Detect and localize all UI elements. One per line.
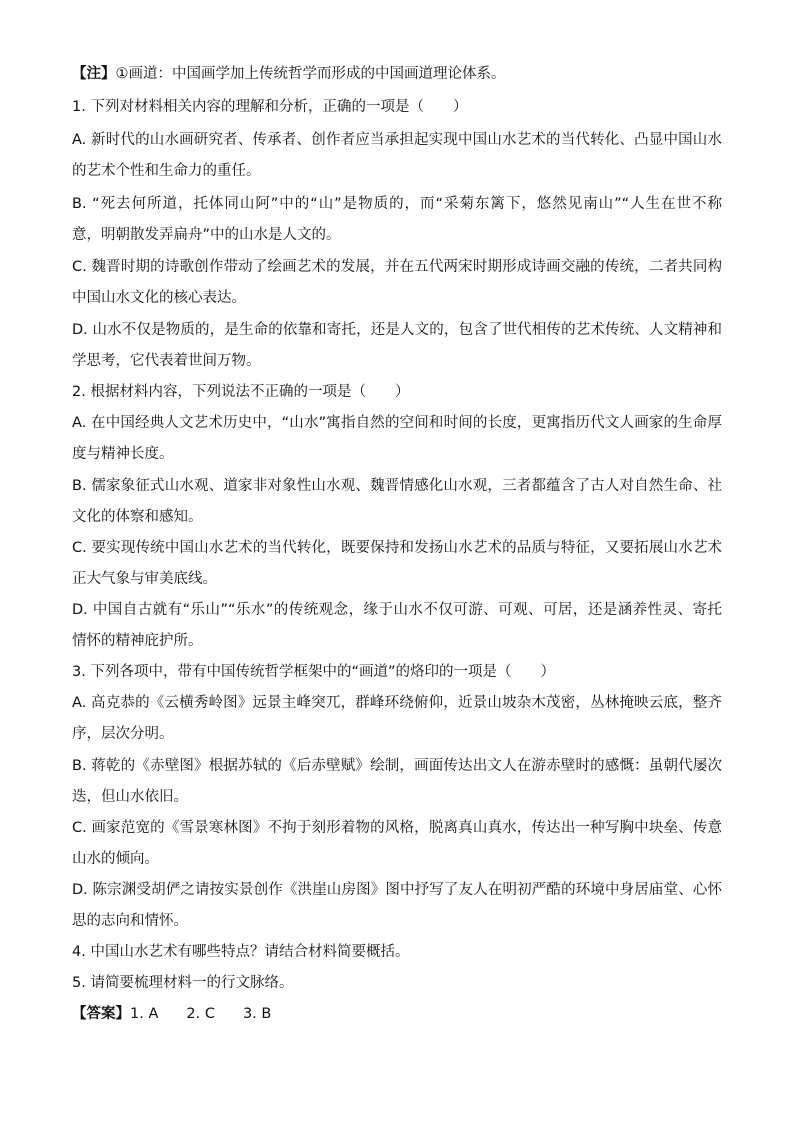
note-tag: 【注】 bbox=[72, 66, 116, 82]
q1-option-a-line1: A. 新时代的山水画研究者、传承者、创作者应当承担起实现中国山水艺术的当代转化、凸显中国山水 bbox=[72, 132, 722, 148]
q3-option-b-line2: 迭，但山水依旧。 bbox=[72, 789, 188, 805]
answer-line bbox=[72, 1004, 299, 1024]
q1-option-d-line1: D. 山水不仅是物质的，是生命的依靠和寄托，还是人文的，包含了世代相传的艺术传统、人文精神和 bbox=[72, 322, 722, 338]
q2-option-d-line1: D. 中国自古就有“乐山”“乐水”的传统观念，缘于山水不仅可游、可观、可居，还是涵养性灵、寄托 bbox=[72, 602, 722, 618]
q1-option-a-line2: 的艺术个性和生命力的重任。 bbox=[72, 163, 261, 179]
q2-option-a-line2: 度与精神长度。 bbox=[72, 446, 174, 462]
note-line bbox=[72, 64, 506, 84]
q1-option-c-line1: C. 魏晋时期的诗歌创作带动了绘画艺术的发展，并在五代两宋时期形成诗画交融的传统，二者共同构 bbox=[72, 259, 722, 275]
q2-option-b-line2: 文化的体察和感知。 bbox=[72, 509, 203, 525]
q1-option-c-line2: 中国山水文化的核心表达。 bbox=[72, 290, 246, 306]
q3-option-a-line2: 序，层次分明。 bbox=[72, 726, 174, 742]
q2-option-b-line1: B. 儒家象征式山水观、道家非对象性山水观、魏晋情感化山水观，三者都蕴含了古人对自然生命、社 bbox=[72, 478, 722, 494]
q3-option-c-line1: C. 画家范宽的《雪景寒林图》不拘于刻形着物的风格，脱离真山真水，传达出一种写胸中块垒、传意 bbox=[72, 820, 722, 836]
q3-option-d-line2: 思的志向和情怀。 bbox=[72, 913, 188, 929]
q3-option-a-line1: A. 高克恭的《云横秀岭图》远景主峰突兀，群峰环绕俯仰，近景山坡杂木茂密，丛林掩映云底，整齐 bbox=[72, 695, 722, 711]
q2-stem: 2. 根据材料内容，下列说法不正确的一项是（ ） bbox=[72, 384, 410, 400]
q1-option-b-line2: 意，明朝散发弄扁舟”中的山水是人文的。 bbox=[72, 227, 341, 243]
q3-option-c-line2: 山水的倾向。 bbox=[72, 851, 159, 867]
q1-stem: 1. 下列对材料相关内容的理解和分析，正确的一项是（ ） bbox=[72, 99, 468, 115]
q5-stem: 5. 请简要梳理材料一的行文脉络。 bbox=[72, 975, 294, 991]
q2-option-d-line2: 情怀的精神庇护所。 bbox=[72, 633, 203, 649]
q3-stem: 3. 下列各项中，带有中国传统哲学框架中的“画道”的烙印的一项是（ ） bbox=[72, 664, 555, 680]
q2-option-c-line2: 正大气象与审美底线。 bbox=[72, 571, 217, 587]
q3-option-d-line1: D. 陈宗渊受胡俨之请按实景创作《洪崖山房图》图中抒写了友人在明初严酷的环境中身居庙堂、心怀 bbox=[72, 882, 722, 898]
q4-stem: 4. 中国山水艺术有哪些特点？请结合材料简要概括。 bbox=[72, 944, 410, 960]
answer-item: 2. C bbox=[186, 1006, 215, 1022]
answer-item: 3. B bbox=[242, 1006, 272, 1022]
q1-option-d-line2: 学思考，它代表着世间万物。 bbox=[72, 353, 261, 369]
q3-option-b-line1: B. 蒋乾的《赤壁图》根据苏轼的《后赤壁赋》绘制，画面传达出文人在游赤壁时的感慨：虽朝代屡次 bbox=[72, 758, 722, 774]
note-text: ①画道：中国画学加上传统哲学而形成的中国画道理论体系。 bbox=[115, 66, 506, 82]
q2-option-a-line1: A. 在中国经典人文艺术历史中，“山水”寓指自然的空间和时间的长度，更寓指历代文人画家的生命厚 bbox=[72, 415, 722, 431]
answer-tag: 【答案】 bbox=[72, 1006, 130, 1022]
q2-option-c-line1: C. 要实现传统中国山水艺术的当代转化，既要保持和发扬山水艺术的品质与特征，又要拓展山水艺术 bbox=[72, 540, 722, 556]
q1-option-b-line1: B. “死去何所道，托体同山阿”中的“山”是物质的，而“采菊东篱下，悠然见南山”“人生在世不称 bbox=[72, 196, 722, 212]
answer-item: 1. A bbox=[130, 1006, 159, 1022]
